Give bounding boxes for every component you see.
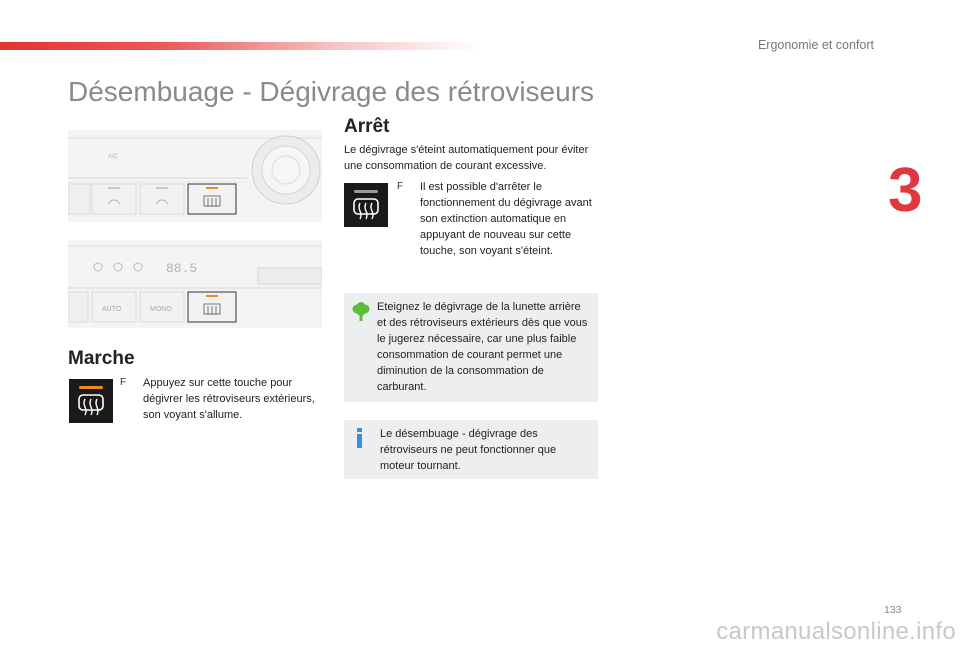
marche-bullet-text: Appuyez sur cette touche pour dégivrer les rétroviseurs extérieurs, son voyant s'allume. xyxy=(143,377,315,421)
mirror-defrost-on-icon xyxy=(69,379,113,423)
ac-label: A/C xyxy=(108,154,119,160)
arret-heading: Arrêt xyxy=(344,116,390,137)
bottom-climate-panel xyxy=(68,240,322,328)
indicator-led-on xyxy=(79,386,103,389)
bullet-marker: F xyxy=(397,181,404,192)
defrost-symbol xyxy=(352,197,380,221)
page-title: Désembuage - Dégivrage des rétroviseurs xyxy=(68,76,595,107)
arret-bullet-text: Il est possible d'arrêter le fonctionnement du dégivrage avant son extinction automatique en appuyant de nouveau sur cette touche, son voyant s'éteint. xyxy=(420,181,592,257)
eco-note-text: Eteignez le dégivrage de la lunette arrière et des rétroviseurs extérieurs dès que vous le jugerez nécessaire, car une plus faible consommation de courant permet une diminution de la consommation de carburant. xyxy=(377,301,588,393)
eco-note xyxy=(344,293,598,402)
info-note xyxy=(344,420,598,479)
mirror-defrost-off-icon xyxy=(344,183,388,227)
indicator-led-off xyxy=(354,190,378,193)
mono-label: MONO xyxy=(150,306,172,313)
marche-heading: Marche xyxy=(68,348,135,369)
info-icon xyxy=(354,428,366,448)
top-climate-panel xyxy=(68,130,322,222)
chapter-number: 3 xyxy=(888,156,923,225)
info-note-text: Le désembuage - dégivrage des rétroviseurs ne peut fonctionner que moteur tournant. xyxy=(380,428,557,472)
arret-intro-text: Le dégivrage s'éteint automatiquement pour éviter une consommation de courant excessive. xyxy=(344,144,589,172)
page-number: 133 xyxy=(884,604,902,616)
climate-panel-illustration xyxy=(68,128,322,330)
chapter-label: Ergonomie et confort xyxy=(757,38,874,52)
auto-label: AUTO xyxy=(102,306,122,313)
tree-eco-icon xyxy=(352,302,370,322)
watermark: carmanualsonline.info xyxy=(716,618,956,645)
bullet-marker: F xyxy=(120,377,127,388)
temp-display: 88.5 xyxy=(166,261,198,276)
red-accent-bar xyxy=(0,42,480,50)
defrost-symbol xyxy=(77,393,105,417)
